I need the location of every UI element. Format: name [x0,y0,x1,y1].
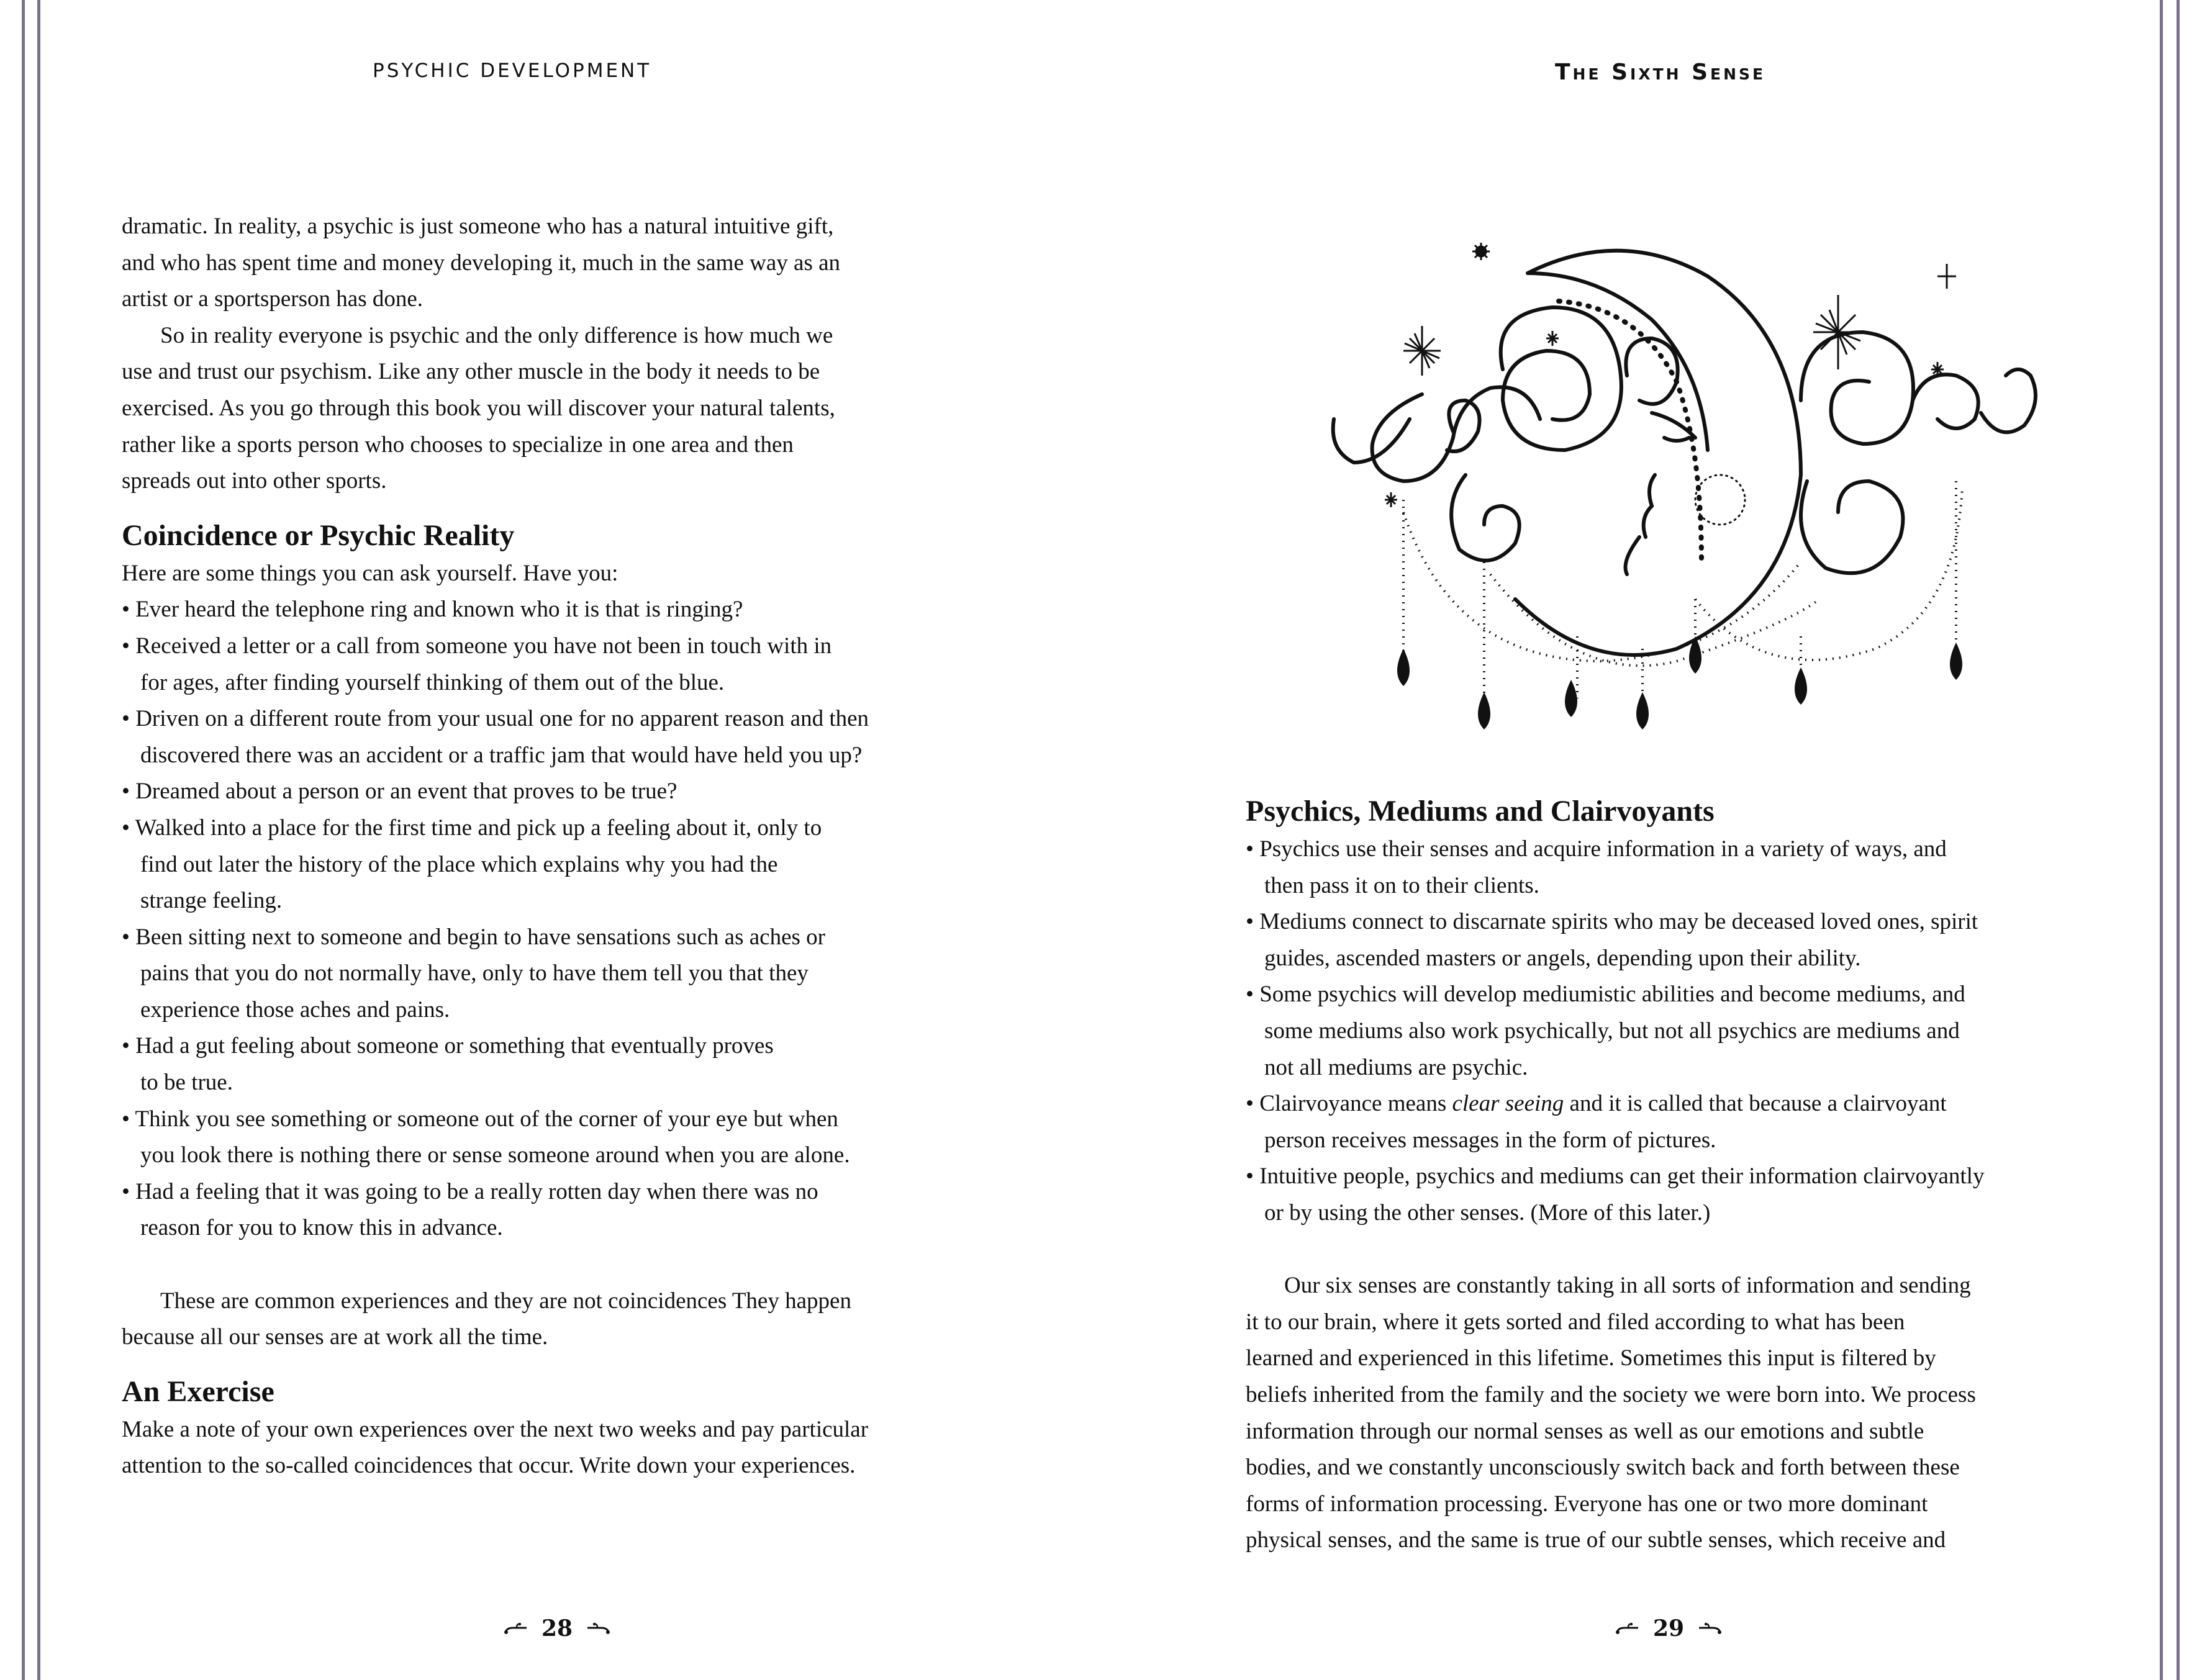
left-page-body [122,209,869,1484]
right-page-edge-line-outer [2177,0,2180,1680]
bullet-item: • Some psychics will develop mediumistic abilities and become mediums, and [1246,982,1965,1008]
page-number-left [503,1615,611,1642]
bullet-item: • Driven on a different route from your usual one for no apparent reason and then [122,706,869,732]
section-heading: An Exercise [122,1375,274,1408]
page-number-right [1615,1615,1723,1642]
bullet-item: • Dreamed about a person or an event that proves to be true? [122,779,677,805]
text-line: because all our senses are at work all the time. [122,1324,548,1350]
text-line: use and trust our psychism. Like any other muscle in the body it needs to be [122,359,820,385]
bullet-continuation: find out later the history of the place which explains why you had the [140,851,778,877]
right-page-edge-line-inner [2160,0,2163,1680]
bullet-continuation: pains that you do not normally have, only to have them tell you that they [140,960,809,987]
bullet-continuation: or by using the other senses. (More of this later.) [1264,1199,1711,1226]
bullet-continuation: not all mediums are psychic. [1264,1054,1528,1080]
spacer [122,500,869,516]
bullet-text: • Clairvoyance means [1246,1091,1452,1117]
bullet-item: • Psychics use their senses and acquire information in a variety of ways, and [1246,836,1947,862]
flourish-right-icon [586,1622,611,1635]
text-line: information through our normal senses as well as our emotions and subtle [1246,1418,1924,1444]
bullet-continuation: for ages, after finding yourself thinking of them out of the blue. [140,669,725,695]
bullet-text: and it is called that because a clairvoyant [1564,1091,1947,1117]
bullet-continuation: to be true. [140,1070,233,1096]
bullet-item: • Received a letter or a call from someone you have not been in touch with in [122,633,832,659]
left-page-edge-line-inner [37,0,40,1680]
text-line: exercised. As you go through this book you will discover your natural talents, [122,395,835,421]
text-line: So in reality everyone is psychic and the only difference is how much we [160,322,833,348]
bullet-continuation: reason for you to know this in advance. [140,1215,503,1241]
bullet-continuation: guides, ascended masters or angels, depending upon their ability. [1264,945,1861,971]
bullet-item: • Had a gut feeling about someone or something that eventually proves [122,1033,774,1059]
spacer [122,1247,869,1283]
bullet-continuation: person receives messages in the form of pictures. [1264,1127,1716,1153]
text-line: Make a note of your own experiences over the next two weeks and pay particular [122,1416,869,1442]
bullet-continuation: you look there is nothing there or sense someone around when you are alone. [140,1142,850,1168]
page-number: 28 [541,1615,573,1642]
left-page [43,0,1099,1680]
text-line: artist or a sportsperson has done. [122,286,424,312]
bullet-continuation: strange feeling. [140,888,283,914]
text-line: These are common experiences and they are not coincidences They happen [160,1288,851,1314]
bullet-continuation: discovered there was an accident or a traffic jam that would have held you up? [140,742,863,768]
flourish-right-icon [1698,1622,1723,1635]
text-line: rather like a sports person who chooses to specialize in one area and then [122,431,794,458]
bullet-item: • Think you see something or someone out of the corner of your eye but when [122,1106,838,1132]
text-line: beliefs inherited from the family and the society we were born into. We process [1246,1381,1976,1407]
text-line: it to our brain, where it gets sorted and filed according to what has been [1246,1309,1905,1335]
flourish-left-icon [1615,1622,1639,1635]
bullet-item [1246,1086,1984,1122]
text-line: learned and experienced in this lifetime. Sometimes this input is filtered by [1246,1345,1936,1371]
bullet-item: • Had a feeling that it was going to be a really rotten day when there was no [122,1178,818,1204]
spacer [122,1356,869,1372]
right-page-body [1246,792,1984,1559]
running-head-right: The Sixth Sense [1555,60,1766,85]
bullet-item: • Been sitting next to someone and begin to have sensations such as aches or [122,924,825,950]
bullet-item: • Walked into a place for the first time and pick up a feeling about it, only to [122,815,822,841]
text-line: bodies, and we constantly unconsciously switch back and forth between these [1246,1455,1960,1481]
text-line: dramatic. In reality, a psychic is just someone who has a natural intuitive gift, [122,214,834,239]
text-line: attention to the so-called coincidences that occur. Write down your experiences. [122,1453,856,1479]
running-head-left: PSYCHIC DEVELOPMENT [373,60,652,82]
italic-term: clear seeing [1452,1091,1564,1117]
text-line: Here are some things you can ask yourself. Have you: [122,560,618,586]
text-line: forms of information processing. Everyone has one or two more dominant [1246,1491,1928,1517]
bullet-item: • Intuitive people, psychics and mediums can get their information clairvoyantly [1246,1163,1985,1190]
bullet-item: • Ever heard the telephone ring and known who it is that is ringing? [122,597,743,623]
spacer [1246,1232,1984,1268]
text-line: spreads out into other sports. [122,468,387,494]
bullet-continuation: experience those aches and pains. [140,996,450,1023]
bullet-item: • Mediums connect to discarnate spirits who may be deceased loved ones, spirit [1246,909,1978,935]
text-line: Our six senses are constantly taking in all sorts of information and sending [1284,1273,1971,1299]
left-page-edge-line-outer [22,0,25,1680]
text-line: physical senses, and the same is true of our subtle senses, which receive and [1246,1527,1946,1553]
page-number: 29 [1653,1615,1685,1642]
section-heading: Coincidence or Psychic Reality [122,518,515,552]
flourish-left-icon [503,1622,528,1635]
section-heading: Psychics, Mediums and Clairvoyants [1246,795,1715,828]
right-page [1105,0,2155,1680]
bullet-continuation: then pass it on to their clients. [1264,872,1539,898]
bullet-continuation: some mediums also work psychically, but not all psychics are mediums and [1264,1018,1960,1044]
text-line: and who has spent time and money developing it, much in the same way as an [122,250,841,276]
crescent-moon-face-with-clouds-icon [1329,214,2043,736]
